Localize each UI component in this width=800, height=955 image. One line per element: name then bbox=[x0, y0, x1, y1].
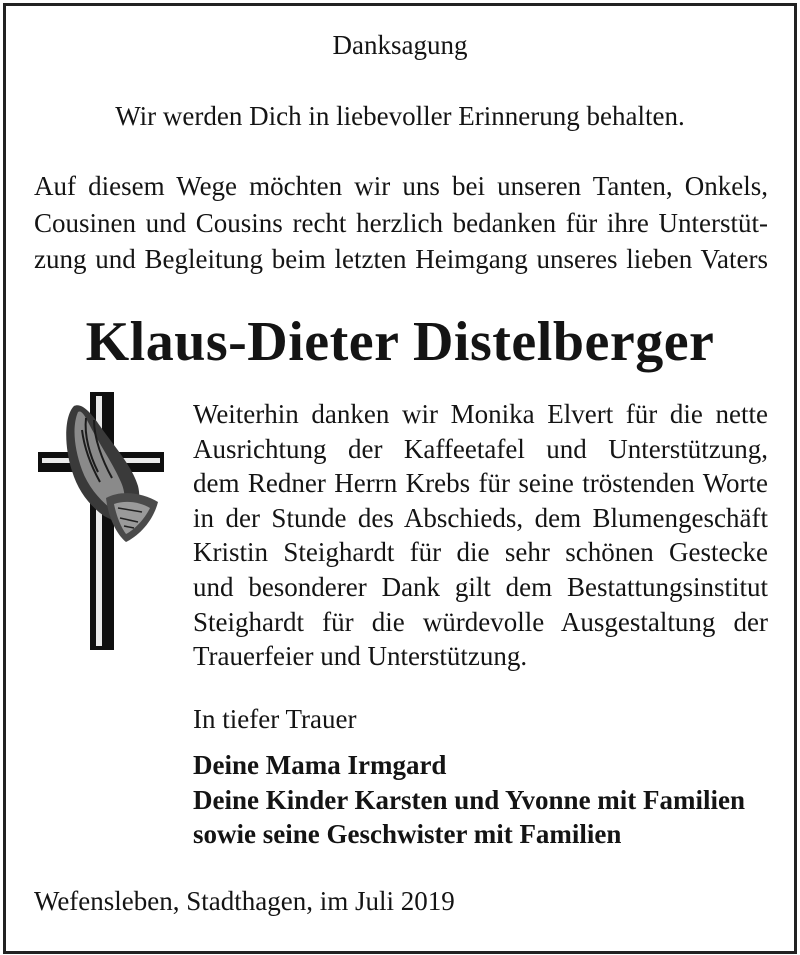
thanks-paragraph bbox=[193, 397, 768, 674]
intro-paragraph bbox=[34, 168, 768, 278]
signer: Deine Mama Irmgard bbox=[193, 750, 447, 780]
intro-line: zung und Begleitung beim letzten Heimgang unseres lieben Vaters bbox=[34, 244, 768, 274]
body-line: dem Redner Herrn Krebs für seine tröstenden Worte bbox=[193, 468, 768, 499]
signers-list bbox=[193, 748, 745, 852]
notice-heading: Danksagung bbox=[332, 30, 468, 60]
place-date: Wefensleben, Stadthagen, im Juli 2019 bbox=[34, 886, 455, 916]
intro-line: Cousinen und Cousins recht herzlich bedanken für ihre Unterstüt- bbox=[34, 207, 768, 238]
memorial-motto: Wir werden Dich in liebevoller Erinnerung behalten. bbox=[115, 101, 685, 131]
body-line: Kristin Steighardt für die sehr schönen Gestecke bbox=[193, 537, 768, 568]
body-line: Steighardt für die würdevolle Ausgestaltung der bbox=[193, 606, 768, 637]
body-line: Ausrichtung der Kaffeetafel und Unterstützung, bbox=[193, 433, 768, 464]
intro-line: Auf diesem Wege möchten wir uns bei unseren Tanten, Onkels, bbox=[34, 171, 768, 201]
mourning-lead: In tiefer Trauer bbox=[193, 704, 357, 734]
body-line: Trauerfeier und Unterstützung. bbox=[193, 641, 528, 672]
signer: sowie seine Geschwister mit Familien bbox=[193, 819, 622, 849]
signer: Deine Kinder Karsten und Yvonne mit Familien bbox=[193, 784, 746, 815]
deceased-name: Klaus-Dieter Distelberger bbox=[85, 311, 715, 373]
body-line: und besonderer Dank gilt dem Bestattungsinstitut bbox=[193, 571, 768, 602]
body-line: in der Stunde des Abschieds, dem Blumengeschäft bbox=[193, 502, 768, 533]
body-line: Weiterhin danken wir Monika Elvert für die nette bbox=[193, 399, 768, 429]
cross-with-praying-hands-icon bbox=[34, 386, 166, 654]
